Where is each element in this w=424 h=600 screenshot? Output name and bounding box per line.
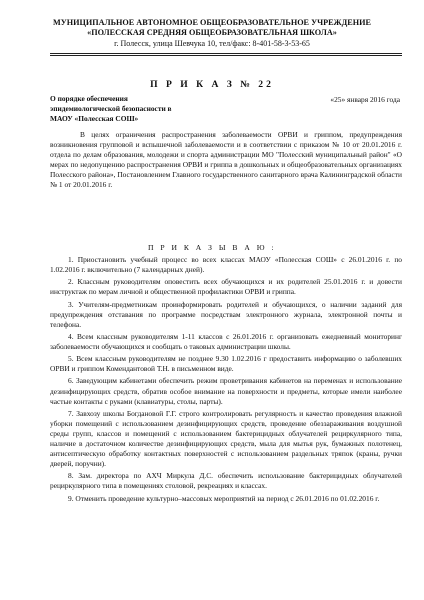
item-text: Учителям-предметникам проинформировать родителей и обучающихся, о наличии заданий для предупреждения отставания по программе посредствам электронного журнала, электронной почты и телефона. — [50, 299, 402, 329]
item-number: 3. — [68, 299, 74, 309]
list-item — [50, 354, 402, 374]
item-number: 8. — [68, 471, 74, 481]
header-divider-top — [50, 53, 402, 54]
subject-line2: эпидемиологической безопасности в — [50, 104, 172, 113]
list-item — [50, 494, 402, 504]
prikazyvayu-heading: П Р И К А З Ы В А Ю : — [147, 243, 277, 252]
item-text: Отменить проведение культурно–массовых мероприятий на период с 26.01.2016 по 01.02.2016 г. — [75, 493, 380, 503]
org-name-line1: МУНИЦИПАЛЬНОЕ АВТОНОМНОЕ ОБЩЕОБРАЗОВАТЕЛЬНОЕ УЧРЕЖДЕНИЕ — [53, 18, 371, 27]
list-item — [50, 332, 402, 352]
item-text: Приостановить учебный процесс во всех классах МАОУ «Полесская СОШ» с 26.01.2016 г. по 1.02.2016 г. включительно (7 календарных дней). — [50, 255, 402, 275]
org-name-line2: «ПОЛЕССКАЯ СРЕДНЯЯ ОБЩЕОБРАЗОВАТЕЛЬНАЯ ШКОЛА» — [87, 28, 337, 37]
item-number: 2. — [68, 277, 74, 287]
subject-line3: МАОУ «Полесская СОШ» — [50, 114, 139, 123]
org-address: г. Полесск, улица Шевчука 10, тел/факс: 8-401-58-3-53-65 — [114, 39, 310, 48]
item-number: 7. — [68, 408, 74, 418]
item-number: 6. — [68, 376, 74, 386]
list-item — [50, 300, 402, 330]
header-divider-bottom — [50, 55, 402, 56]
item-number: 1. — [68, 255, 74, 264]
item-text: Всем классным руководителям 1-11 классов с 26.01.2016 г. организовать ежедневный мониторинг заболеваемости обучающихся и сообщать о таковых администрации школы. — [50, 331, 402, 351]
item-text: Всем классным руководителям не позднее 9.30 1.02.2016 г предоставить информацию о заболевших ОРВИ и гриппом Комендантовой Т.Н. в письменном виде. — [50, 354, 402, 374]
order-items-list — [50, 255, 402, 506]
list-item — [50, 409, 402, 469]
item-text: Классным руководителям оповестить всех обучающихся и их родителей 25.01.2016 г. и довести инструктаж по мерам личной и общественной профилактики ОРВИ и гриппа. — [50, 277, 402, 297]
order-date: «25» января 2016 года — [330, 95, 400, 104]
list-item — [50, 471, 402, 491]
list-item — [50, 277, 402, 297]
list-item — [50, 255, 402, 275]
page-title: П Р И К А З № 22 — [150, 79, 274, 90]
item-number: 9. — [68, 493, 74, 503]
item-text: Заведующим кабинетами обеспечить режим проветривания кабинетов на переменах и использование дезинфицирующих средств, обратив особое внимание на поверхности и предметы, которые имели наиболее частые контакты с руками (клавиатуры, столы, парты). — [50, 376, 402, 406]
item-number: 4. — [68, 331, 74, 341]
item-text: Зам. директора по АХЧ Миркула Д.С. обеспечить использование бактерицидных облучателей рециркулярного типа в помещениях столовой, рекреациях и классах. — [50, 471, 402, 491]
subject-line1: О порядке обеспечения — [50, 94, 128, 103]
item-number: 5. — [68, 354, 74, 364]
preamble-paragraph: В целях ограничения распространения заболеваемости ОРВИ и гриппом, предупреждения возникновения групповой и вспышечной заболеваемости и в соответствии с приказом № 10 от 20.01.2016 г. отдела по делам образования, молодежи и спорта администрации МО "Полесский муниципальный район" «О мерах по недопущению распространения ОРВИ и гриппа в дошкольных и общеобразовательных организациях Полесского района», Постановлением Главного государственного санитарного врача Калининградской области № 1 от 20.01.2016 г. — [50, 130, 402, 190]
item-text: Завхозу школы Богдановой Г.Г. строго контролировать регулярность и качество проведения влажной уборки помещений с использованием дезинфицирующих средств, проведение обеззараживания воздушной среды групп, классов и помещений с использованием бактерицидных облучателей рециркулярного типа, наличие в достаточном количестве дезинфицирующих средств, мыла для мытья рук, бумажных полотенец, антисептическую обработку контактных поверхностей с использованием раздельных тряпок (краны, ручки дверей, поручни). — [50, 408, 402, 469]
list-item — [50, 376, 402, 406]
